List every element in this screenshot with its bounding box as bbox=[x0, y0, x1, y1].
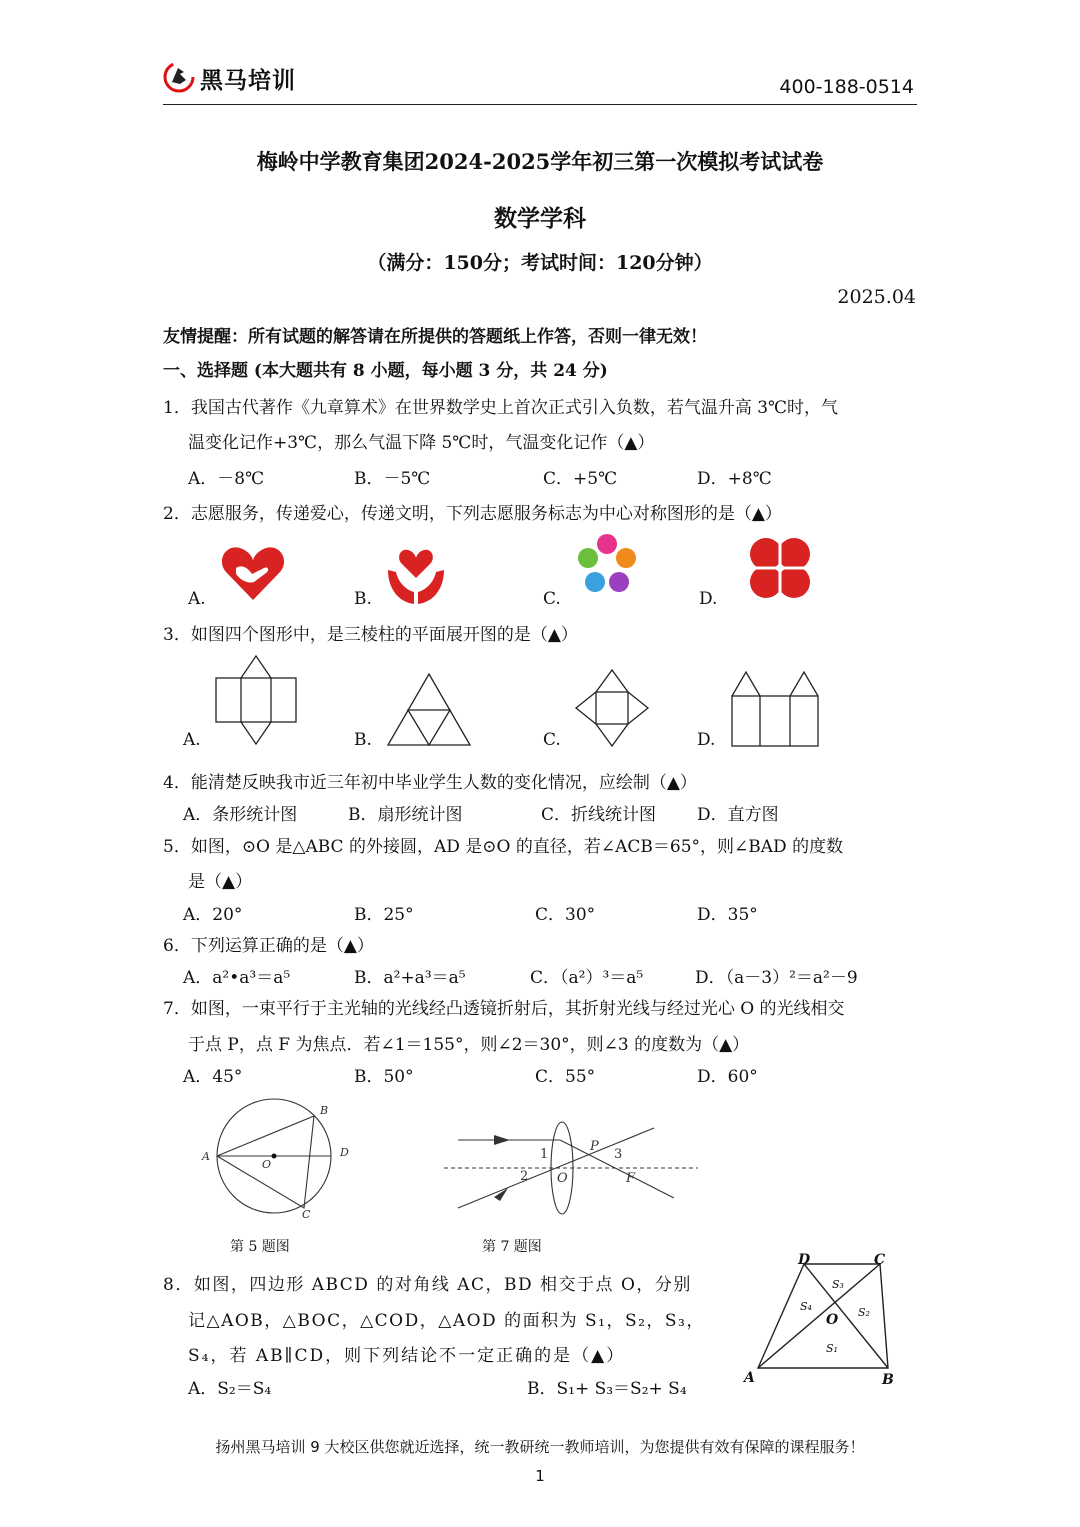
q3-option-c: C. bbox=[543, 730, 561, 750]
q8-label-s1: S₁ bbox=[826, 1342, 838, 1355]
logo-text: 黑马培训 bbox=[200, 68, 296, 94]
q5-text-line2: 是（▲） bbox=[188, 872, 253, 892]
q7-lens-figure bbox=[442, 1118, 702, 1220]
q6-option-d: D．（a－3）²＝a²－9 bbox=[695, 968, 858, 988]
q1-option-c: C．+5℃ bbox=[543, 469, 618, 489]
q8-label-o: O bbox=[826, 1312, 839, 1328]
q6-option-a: A．a²•a³＝a⁵ bbox=[183, 968, 291, 988]
q5-label-b: B bbox=[320, 1104, 329, 1117]
net-d-figure bbox=[730, 670, 820, 748]
q8-text-line2: 记△AOB，△BOC，△COD，△AOD 的面积为 S₁，S₂，S₃， bbox=[188, 1311, 705, 1331]
net-a-figure bbox=[214, 654, 300, 748]
q1-text-line1: 1．我国古代著作《九章算术》在世界数学史上首次正式引入负数，若气温升高 3℃时，气 bbox=[163, 398, 839, 418]
q5-label-o: O bbox=[262, 1158, 272, 1171]
q7-text-line2: 于点 P，点 F 为焦点．若∠1＝155°，则∠2＝30°，则∠3 的度数为（▲） bbox=[188, 1035, 750, 1055]
exam-title: 梅岭中学教育集团2024-2025学年初三第一次模拟考试试卷 bbox=[256, 149, 824, 174]
q4-option-b: B．扇形统计图 bbox=[348, 805, 463, 825]
q1-option-d: D．+8℃ bbox=[697, 469, 772, 489]
q7-option-b: B．50° bbox=[354, 1067, 414, 1087]
q8-option-a: A．S₂＝S₄ bbox=[188, 1379, 272, 1399]
heart-hand-logo-icon bbox=[218, 538, 288, 608]
q8-label-s4: S₄ bbox=[800, 1300, 812, 1313]
q8-quadrilateral-figure bbox=[740, 1250, 900, 1388]
q5-circle-figure bbox=[196, 1096, 356, 1220]
q6-text: 6．下列运算正确的是（▲） bbox=[163, 936, 374, 956]
q8-text-line1: 8．如图，四边形 ABCD 的对角线 AC，BD 相交于点 O，分别 bbox=[163, 1275, 692, 1295]
q4-option-d: D．直方图 bbox=[697, 805, 779, 825]
q2-option-b: B. bbox=[354, 589, 372, 609]
heart-hands-logo-icon bbox=[384, 544, 448, 606]
q5-option-c: C．30° bbox=[535, 905, 596, 925]
q8-label-s2: S₂ bbox=[858, 1306, 870, 1319]
q4-option-c: C．折线统计图 bbox=[541, 805, 657, 825]
q2-text: 2．志愿服务，传递爱心，传递文明，下列志愿服务标志为中心对称图形的是（▲） bbox=[163, 504, 782, 524]
q5-figure-caption: 第 5 题图 bbox=[230, 1239, 290, 1255]
header-divider bbox=[163, 104, 917, 105]
exam-score-time: （满分：150分；考试时间：120分钟） bbox=[367, 252, 713, 274]
q4-text: 4．能清楚反映我市近三年初中毕业学生人数的变化情况，应绘制（▲） bbox=[163, 773, 697, 793]
q7-option-c: C．55° bbox=[535, 1067, 596, 1087]
q3-option-b: B. bbox=[354, 730, 372, 750]
q5-label-a: A bbox=[202, 1150, 210, 1163]
q5-option-d: D．35° bbox=[697, 905, 758, 925]
clover-hearts-logo-icon bbox=[742, 532, 818, 606]
q7-label-o: O bbox=[557, 1171, 568, 1186]
q7-figure-caption: 第 7 题图 bbox=[482, 1239, 542, 1255]
q6-option-b: B．a²+a³＝a⁵ bbox=[354, 968, 466, 988]
q7-label-2: 2 bbox=[520, 1169, 529, 1184]
q8-label-b: B bbox=[882, 1372, 894, 1388]
q3-option-d: D. bbox=[697, 730, 716, 750]
q7-option-a: A．45° bbox=[183, 1067, 243, 1087]
q1-text-line2: 温变化记作+3℃，那么气温下降 5℃时，气温变化记作（▲） bbox=[188, 433, 655, 453]
q5-option-a: A．20° bbox=[183, 905, 243, 925]
reminder: 友情提醒：所有试题的解答请在所提供的答题纸上作答，否则一律无效！ bbox=[163, 327, 707, 347]
page-number: 1 bbox=[535, 1467, 545, 1485]
section-heading: 一、选择题 (本大题共有 8 小题，每小题 3 分，共 24 分) bbox=[163, 361, 608, 381]
horse-logo-icon bbox=[162, 60, 198, 94]
q7-label-f: F bbox=[626, 1171, 636, 1186]
q4-option-a: A．条形统计图 bbox=[183, 805, 298, 825]
q3-text: 3．如图四个图形中，是三棱柱的平面展开图的是（▲） bbox=[163, 625, 578, 645]
q8-label-s3: S₃ bbox=[832, 1278, 844, 1291]
q5-label-d: D bbox=[340, 1146, 349, 1159]
q8-option-b: B．S₁+ S₃＝S₂+ S₄ bbox=[527, 1379, 687, 1399]
q7-option-d: D．60° bbox=[697, 1067, 758, 1087]
q5-label-c: C bbox=[302, 1208, 311, 1220]
footer-text: 扬州黑马培训 9 大校区供您就近选择，统一教研统一教师培训，为您提供有效有保障的课程服务！ bbox=[215, 1438, 865, 1456]
q5-text-line1: 5．如图，⊙O 是△ABC 的外接圆，AD 是⊙O 的直径，若∠ACB＝65°，则∠BAD 的度数 bbox=[163, 837, 844, 857]
exam-subject: 数学学科 bbox=[494, 205, 586, 232]
q2-option-a: A. bbox=[188, 589, 206, 609]
exam-date: 2025.04 bbox=[837, 286, 916, 308]
flower-hearts-logo-icon bbox=[574, 530, 640, 602]
net-c-figure bbox=[574, 668, 650, 748]
q2-option-d: D. bbox=[699, 589, 718, 609]
q1-option-a: A．－8℃ bbox=[188, 469, 265, 489]
q6-option-c: C．（a²）³＝a⁵ bbox=[530, 968, 644, 988]
q8-text-line3: S₄，若 AB∥CD，则下列结论不一定正确的是（▲） bbox=[188, 1346, 626, 1366]
q7-label-1: 1 bbox=[540, 1147, 549, 1162]
q8-label-a: A bbox=[744, 1370, 755, 1386]
phone-number: 400-188-0514 bbox=[779, 76, 914, 98]
q1-option-b: B．－5℃ bbox=[354, 469, 431, 489]
q7-label-p: P bbox=[590, 1139, 599, 1154]
q8-label-c: C bbox=[874, 1252, 886, 1268]
q2-option-c: C. bbox=[543, 589, 561, 609]
net-b-figure bbox=[386, 672, 472, 748]
q3-option-a: A. bbox=[183, 730, 201, 750]
q7-label-3: 3 bbox=[614, 1147, 623, 1162]
q5-option-b: B．25° bbox=[354, 905, 414, 925]
q8-label-d: D bbox=[798, 1252, 811, 1268]
q7-text-line1: 7．如图，一束平行于主光轴的光线经凸透镜折射后，其折射光线与经过光心 O 的光线相交 bbox=[163, 999, 845, 1019]
brand-logo bbox=[162, 60, 307, 94]
